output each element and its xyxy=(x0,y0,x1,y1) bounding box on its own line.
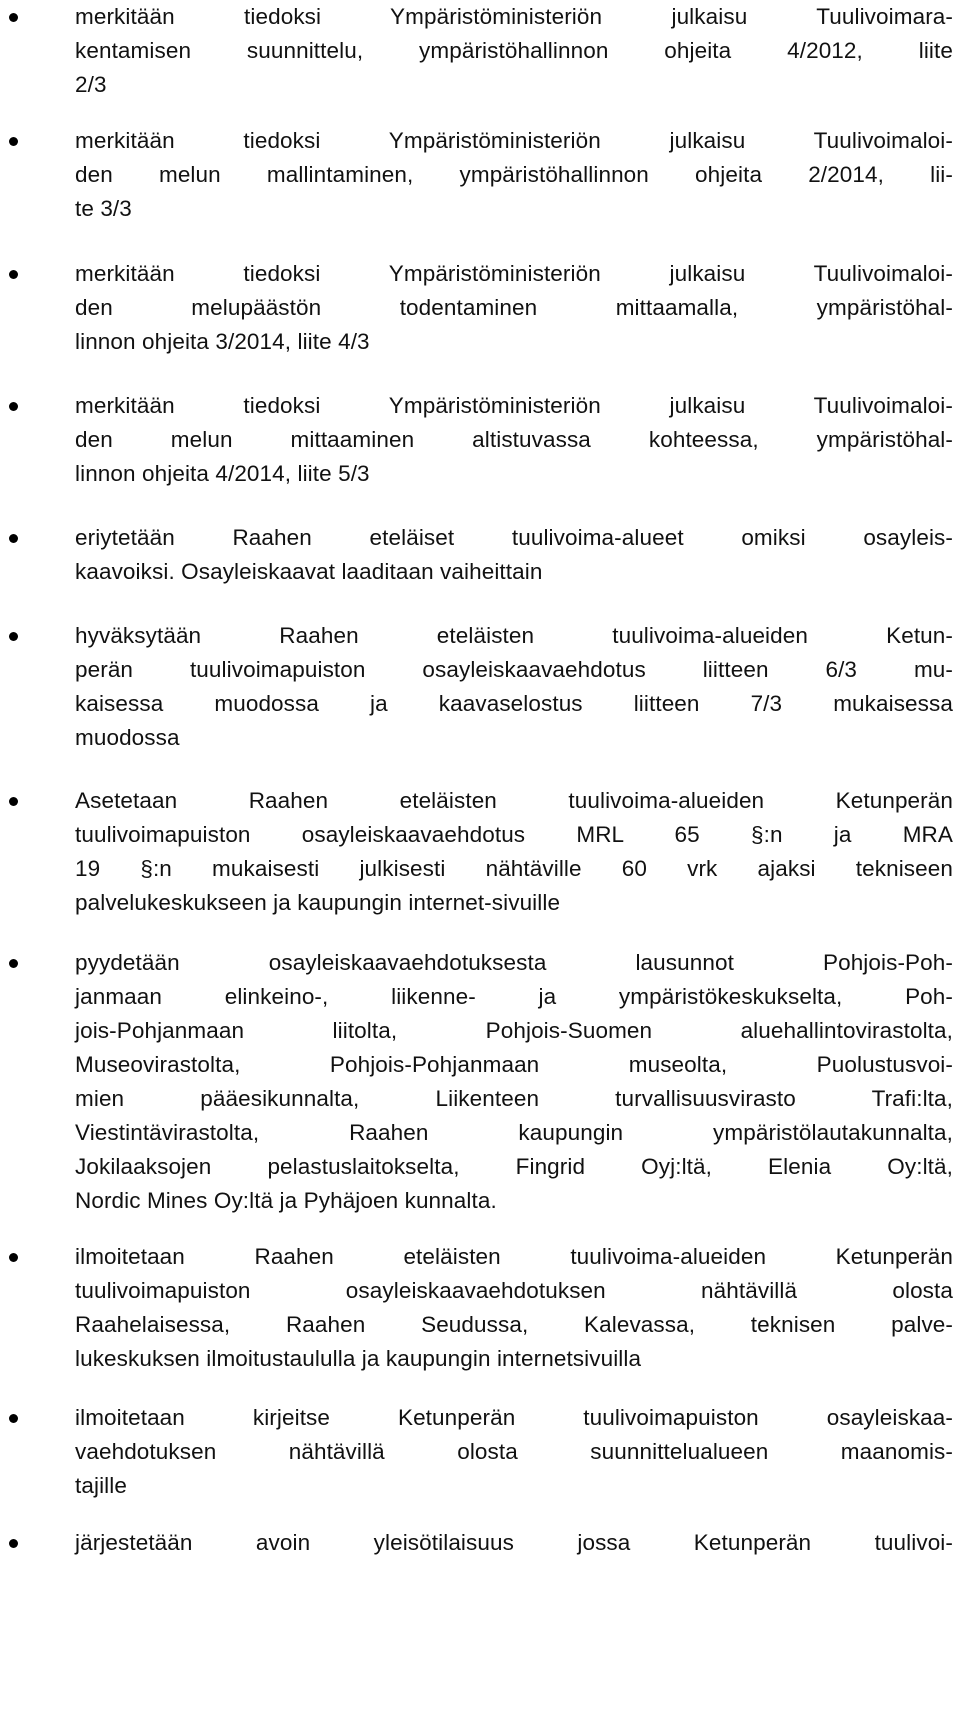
text-line: 2/3 xyxy=(75,72,107,97)
text-line: Nordic Mines Oy:ltä ja Pyhäjoen kunnalta. xyxy=(75,1188,497,1213)
text-line: den melun mallintaminen, ympäristöhallinnon ohjeita 2/2014, lii- xyxy=(75,162,953,187)
text-line: Asetetaan Raahen eteläisten tuulivoima-alueiden Ketunperän xyxy=(75,788,953,813)
text-line: 19 §:n mukaisesti julkisesti nähtäville 60 vrk ajaksi tekniseen xyxy=(75,856,953,881)
bullet-icon xyxy=(9,959,18,968)
text-line: tuulivoimapuiston osayleiskaavaehdotuksen nähtävillä olosta xyxy=(75,1278,953,1303)
text-line: tajille xyxy=(75,1473,127,1498)
bullet-icon xyxy=(9,797,18,806)
text-line: Jokilaaksojen pelastuslaitokselta, Fingrid Oyj:ltä, Elenia Oy:ltä, xyxy=(75,1154,953,1179)
bullet-icon xyxy=(9,534,18,543)
text-line: merkitään tiedoksi Ympäristöministeriön julkaisu Tuulivoimara- xyxy=(75,4,953,29)
text-line: lukeskuksen ilmoitustaululla ja kaupungin internetsivuilla xyxy=(75,1346,642,1371)
text-line: mien pääesikunnalta, Liikenteen turvallisuusvirasto Trafi:lta, xyxy=(75,1086,953,1111)
text-line: eriytetään Raahen eteläiset tuulivoima-alueet omiksi osayleis- xyxy=(75,525,953,550)
text-line: kaavoiksi. Osayleiskaavat laaditaan vaiheittain xyxy=(75,559,543,584)
text-line: linnon ohjeita 3/2014, liite 4/3 xyxy=(75,329,370,354)
bullet-icon xyxy=(9,1414,18,1423)
bullet-icon xyxy=(9,137,18,146)
text-line: Museovirastolta, Pohjois-Pohjanmaan museolta, Puolustusvoi- xyxy=(75,1052,953,1077)
bullet-icon xyxy=(9,270,18,279)
text-line: kaisessa muodossa ja kaavaselostus liitteen 7/3 mukaisessa xyxy=(75,691,953,716)
text-line: jois-Pohjanmaan liitolta, Pohjois-Suomen aluehallintovirastolta, xyxy=(75,1018,953,1043)
text-line: hyväksytään Raahen eteläisten tuulivoima-alueiden Ketun- xyxy=(75,623,953,648)
text-line: ilmoitetaan kirjeitse Ketunperän tuulivoimapuiston osayleiskaa- xyxy=(75,1405,953,1430)
text-line: janmaan elinkeino-, liikenne- ja ympäristökeskukselta, Poh- xyxy=(75,984,953,1009)
bullet-icon xyxy=(9,1253,18,1262)
text-line: tuulivoimapuiston osayleiskaavaehdotus MRL 65 §:n ja MRA xyxy=(75,822,953,847)
text-line: järjestetään avoin yleisötilaisuus jossa Ketunperän tuulivoi- xyxy=(75,1530,953,1555)
text-line: linnon ohjeita 4/2014, liite 5/3 xyxy=(75,461,370,486)
text-line: ilmoitetaan Raahen eteläisten tuulivoima-alueiden Ketunperän xyxy=(75,1244,953,1269)
bullet-icon xyxy=(9,632,18,641)
text-line: pyydetään osayleiskaavaehdotuksesta lausunnot Pohjois-Poh- xyxy=(75,950,953,975)
text-line: perän tuulivoimapuiston osayleiskaavaehdotus liitteen 6/3 mu- xyxy=(75,657,953,682)
bullet-icon xyxy=(9,1539,18,1548)
text-line: te 3/3 xyxy=(75,196,132,221)
text-line: den melupäästön todentaminen mittaamalla, ympäristöhal- xyxy=(75,295,953,320)
bullet-icon xyxy=(9,402,18,411)
text-line: kentamisen suunnittelu, ympäristöhallinnon ohjeita 4/2012, liite xyxy=(75,38,953,63)
bullet-icon xyxy=(9,13,18,22)
text-line: Viestintävirastolta, Raahen kaupungin ympäristölautakunnalta, xyxy=(75,1120,953,1145)
text-line: merkitään tiedoksi Ympäristöministeriön julkaisu Tuulivoimaloi- xyxy=(75,128,953,153)
text-line: den melun mittaaminen altistuvassa kohteessa, ympäristöhal- xyxy=(75,427,953,452)
text-line: merkitään tiedoksi Ympäristöministeriön julkaisu Tuulivoimaloi- xyxy=(75,261,953,286)
text-line: muodossa xyxy=(75,725,180,750)
text-line: vaehdotuksen nähtävillä olosta suunnittelualueen maanomis- xyxy=(75,1439,953,1464)
text-line: Raahelaisessa, Raahen Seudussa, Kalevassa, teknisen palve- xyxy=(75,1312,953,1337)
text-line: palvelukeskukseen ja kaupungin internet-sivuille xyxy=(75,890,561,915)
text-line: merkitään tiedoksi Ympäristöministeriön julkaisu Tuulivoimaloi- xyxy=(75,393,953,418)
